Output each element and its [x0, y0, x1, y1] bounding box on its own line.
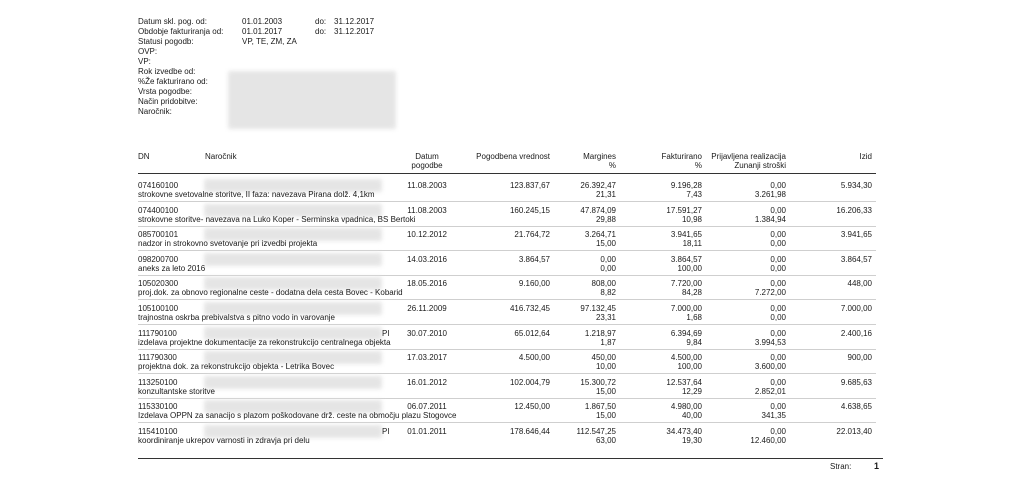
cell-prijavljena-realizacija: 0,00: [770, 427, 786, 436]
cell-margines: 1.218,97: [584, 329, 616, 338]
cell-dn: 111790300: [138, 353, 177, 362]
cell-prijavljena-realizacija: 0,00: [770, 255, 786, 264]
cell-margines: 808,00: [591, 279, 616, 288]
cell-prijavljena-realizacija: 0,00: [770, 230, 786, 239]
cell-izid: 3.941,65: [840, 230, 872, 239]
cell-pogodbena-vrednost: 9.160,00: [518, 279, 550, 288]
cell-margines: 112.547,25: [576, 427, 616, 436]
vp-label: VP:: [138, 57, 151, 66]
cell-dn: 074160100: [138, 181, 179, 190]
cell-pogodbena-vrednost: 416.732,45: [509, 304, 550, 313]
col-narocnik: Naročnik: [205, 152, 237, 161]
row-separator: [138, 422, 876, 423]
cell-prijavljena-realizacija: 0,00: [770, 181, 786, 190]
row-separator: [138, 349, 876, 350]
cell-margines-pct: 0,00: [600, 264, 616, 273]
cell-description: izdelava projektne dokumentacije za rekonstrukcijo centralnega objekta: [138, 338, 391, 347]
cell-margines: 450,00: [591, 353, 616, 362]
cell-margines-pct: 10,00: [595, 362, 616, 371]
page-number: 1: [874, 461, 880, 471]
cell-fakturirano-pct: 7,43: [686, 190, 702, 199]
cell-datum: 17.03.2017: [406, 353, 448, 362]
cell-datum: 26.11.2009: [407, 304, 447, 313]
cell-margines: 3.264,71: [584, 230, 616, 239]
cell-zunanji-stroski: 341,35: [761, 411, 786, 420]
cell-prijavljena-realizacija: 0,00: [770, 206, 786, 215]
cell-fakturirano: 3.864,57: [670, 255, 702, 264]
cell-fakturirano: 7.000,00: [670, 304, 702, 313]
cell-pogodbena-vrednost: 3.864,57: [518, 255, 550, 264]
cell-izid: 5.934,30: [840, 181, 872, 190]
cell-fakturirano: 17.591,27: [666, 206, 702, 215]
cell-fakturirano-pct: 18,11: [682, 239, 702, 248]
cell-izid: 7.000,00: [840, 304, 872, 313]
cell-margines: 1.867,50: [584, 402, 616, 411]
cell-dn: 105100100: [138, 304, 179, 313]
cell-margines-pct: 21,31: [595, 190, 616, 199]
cell-fakturirano: 9.196,28: [670, 181, 702, 190]
header-rule: [138, 173, 876, 174]
page-label: Stran:: [830, 462, 852, 471]
cell-dn: 115410100: [138, 427, 178, 436]
row-separator: [138, 226, 876, 227]
cell-fakturirano: 6.394,69: [670, 329, 702, 338]
cell-zunanji-stroski: 12.460,00: [750, 436, 786, 445]
cell-prijavljena-realizacija: 0,00: [770, 304, 786, 313]
cell-zunanji-stroski: 7.272,00: [754, 288, 786, 297]
row-separator: [138, 275, 876, 276]
cell-datum: 10.12.2012: [406, 230, 448, 239]
cell-dn: 115330100: [138, 402, 178, 411]
cell-fakturirano-pct: 19,30: [681, 436, 702, 445]
cell-datum: 16.01.2012: [406, 378, 448, 387]
cell-pogodbena-vrednost: 21.764,72: [514, 230, 550, 239]
cell-margines-pct: 23,31: [595, 313, 616, 322]
col-dn: DN: [138, 152, 150, 161]
redacted-client-name: [204, 376, 382, 389]
cell-margines-pct: 15,00: [595, 411, 616, 420]
cell-pogodbena-vrednost: 160.245,15: [509, 206, 550, 215]
cell-zunanji-stroski: 0,00: [770, 313, 786, 322]
col-datum-1: Datum: [415, 152, 439, 161]
redacted-client-name: [204, 253, 382, 266]
cell-margines: 47.874,09: [580, 206, 616, 215]
cell-pogodbena-vrednost: 12.450,00: [514, 402, 550, 411]
cell-margines: 15.300,72: [580, 378, 616, 387]
cell-fakturirano-pct: 9,84: [686, 338, 702, 347]
datum-from: 01.01.2003: [242, 17, 283, 26]
cell-dn: 098200700: [138, 255, 179, 264]
cell-description: koordiniranje ukrepov varnosti in zdravja pri delu: [138, 436, 310, 445]
cell-fakturirano-pct: 10,98: [681, 215, 702, 224]
cell-datum: 01.01.2011: [407, 427, 447, 436]
cell-fakturirano: 7.720,00: [670, 279, 702, 288]
cell-izid: 448,00: [847, 279, 872, 288]
row-separator: [138, 324, 876, 325]
cell-zunanji-stroski: 3.600,00: [754, 362, 786, 371]
cell-fakturirano: 12.537,64: [666, 378, 702, 387]
cell-dn: 085700101: [138, 230, 179, 239]
cell-pogodbena-vrednost: 102.004,79: [509, 378, 550, 387]
cell-fakturirano-pct: 40,00: [681, 411, 702, 420]
cell-izid: 4.638,65: [840, 402, 872, 411]
cell-dn: 105020300: [138, 279, 179, 288]
row-separator: [138, 373, 876, 374]
datum-to: 31.12.2017: [334, 17, 375, 26]
row-separator: [138, 299, 876, 300]
cell-dn: 113250100: [138, 378, 178, 387]
cell-prijavljena-realizacija: 0,00: [770, 402, 786, 411]
cell-datum: 18.05.2016: [406, 279, 448, 288]
statusi-value: VP, TE, ZM, ZA: [242, 37, 297, 46]
cell-zunanji-stroski: 3.261,98: [754, 190, 786, 199]
cell-pogodbena-vrednost: 123.837,67: [509, 181, 550, 190]
cell-fakturirano: 3.941,65: [670, 230, 702, 239]
datum-label: Datum skl. pog. od:: [138, 17, 207, 26]
cell-prijavljena-realizacija: 0,00: [770, 378, 786, 387]
col-datum-2: pogodbe: [411, 161, 443, 170]
cell-zunanji-stroski: 2.852,01: [754, 387, 786, 396]
cell-fakturirano: 4.500,00: [670, 353, 702, 362]
row-separator: [138, 250, 876, 251]
cell-margines-pct: 8,82: [600, 288, 616, 297]
cell-prijavljena-realizacija: 0,00: [770, 329, 786, 338]
rok-label: Rok izvedbe od:: [138, 67, 196, 76]
cell-description: strokovne svetovalne storitve, II faza: navezava Pirana dolž. 4,1km: [138, 190, 375, 199]
datum-do-label: do:: [315, 17, 327, 26]
col-prijavljena-2: Zunanji stroški: [734, 161, 786, 170]
col-izid: Izid: [859, 152, 872, 161]
cell-izid: 900,00: [847, 353, 872, 362]
cell-datum: 11.08.2003: [407, 206, 447, 215]
cell-zunanji-stroski: 0,00: [770, 264, 786, 273]
cell-izid: 16.206,33: [836, 206, 872, 215]
col-pogodbena: Pogodbena vrednost: [476, 152, 550, 161]
cell-margines-pct: 15,00: [595, 239, 616, 248]
row-separator: [138, 201, 876, 202]
cell-datum: 14.03.2016: [406, 255, 448, 264]
cell-narocnik-suffix: PI: [382, 427, 390, 436]
obdobje-do-label: do:: [315, 27, 327, 36]
cell-fakturirano-pct: 1,68: [686, 313, 702, 322]
cell-margines-pct: 15,00: [595, 387, 616, 396]
cell-description: aneks za leto 2016: [138, 264, 206, 273]
col-fakturirano-1: Fakturirano: [661, 152, 702, 161]
cell-margines-pct: 29,88: [595, 215, 616, 224]
row-separator: [138, 398, 876, 399]
cell-prijavljena-realizacija: 0,00: [770, 279, 786, 288]
cell-datum: 06.07.2011: [407, 402, 447, 411]
redacted-filter-values: [228, 71, 396, 129]
cell-datum: 11.08.2003: [407, 181, 447, 190]
cell-margines: 0,00: [600, 255, 616, 264]
cell-dn: 074400100: [138, 206, 179, 215]
narocnik-label: Naročnik:: [138, 107, 172, 116]
cell-description: trajnostna oskrba prebivalstva s pitno vodo in varovanje: [138, 313, 335, 322]
cell-description: strokovne storitve- navezava na Luko Koper - Serminska vpadnica, BS Bertoki: [138, 215, 416, 224]
cell-datum: 30.07.2010: [406, 329, 448, 338]
cell-description: Izdelava OPPN za sanacijo s plazom poškodovane drž. ceste na območju plazu Stogovce: [138, 411, 457, 420]
cell-pogodbena-vrednost: 178.646,44: [509, 427, 550, 436]
zefak-label: %Že fakturirano od:: [138, 77, 208, 86]
statusi-label: Statusi pogodb:: [138, 37, 194, 46]
cell-fakturirano: 34.473,40: [666, 427, 702, 436]
cell-prijavljena-realizacija: 0,00: [770, 353, 786, 362]
cell-izid: 2.400,16: [840, 329, 872, 338]
cell-zunanji-stroski: 0,00: [770, 239, 786, 248]
cell-fakturirano-pct: 100,00: [677, 362, 702, 371]
cell-description: nadzor in strokovno svetovanje pri izvedbi projekta: [138, 239, 318, 248]
cell-description: proj.dok. za obnovo regionalne ceste - dodatna dela cesta Bovec - Kobarid: [138, 288, 403, 297]
cell-zunanji-stroski: 1.384,94: [754, 215, 786, 224]
cell-fakturirano-pct: 12,29: [681, 387, 702, 396]
cell-izid: 3.864,57: [840, 255, 872, 264]
cell-margines-pct: 1,87: [600, 338, 616, 347]
cell-description: konzultantske storitve: [138, 387, 215, 396]
cell-pogodbena-vrednost: 65.012,64: [514, 329, 550, 338]
cell-fakturirano-pct: 100,00: [677, 264, 702, 273]
cell-margines: 26.392,47: [580, 181, 616, 190]
col-fakturirano-2: %: [694, 161, 702, 170]
col-prijavljena-1: Prijavljena realizacija: [711, 152, 786, 161]
obdobje-from: 01.01.2017: [242, 27, 283, 36]
col-margines-2: %: [608, 161, 616, 170]
cell-margines: 97.132,45: [580, 304, 616, 313]
cell-dn: 111790100: [138, 329, 177, 338]
nacin-label: Način pridobitve:: [138, 97, 198, 106]
col-margines-1: Margines: [583, 152, 616, 161]
ovp-label: OVP:: [138, 47, 158, 56]
footer-rule: [138, 458, 883, 459]
cell-zunanji-stroski: 3.994,53: [754, 338, 786, 347]
cell-margines-pct: 63,00: [595, 436, 616, 445]
cell-description: projektna dok. za rekonstrukcijo objekta - Letrika Bovec: [138, 362, 335, 371]
obdobje-label: Obdobje fakturiranja od:: [138, 27, 224, 36]
obdobje-to: 31.12.2017: [334, 27, 375, 36]
vrsta-label: Vrsta pogodbe:: [138, 87, 192, 96]
cell-izid: 22.013,40: [836, 427, 872, 436]
cell-fakturirano-pct: 84,28: [681, 288, 702, 297]
cell-izid: 9.685,63: [840, 378, 872, 387]
cell-pogodbena-vrednost: 4.500,00: [518, 353, 550, 362]
cell-narocnik-suffix: PI: [382, 329, 390, 338]
cell-fakturirano: 4.980,00: [670, 402, 702, 411]
